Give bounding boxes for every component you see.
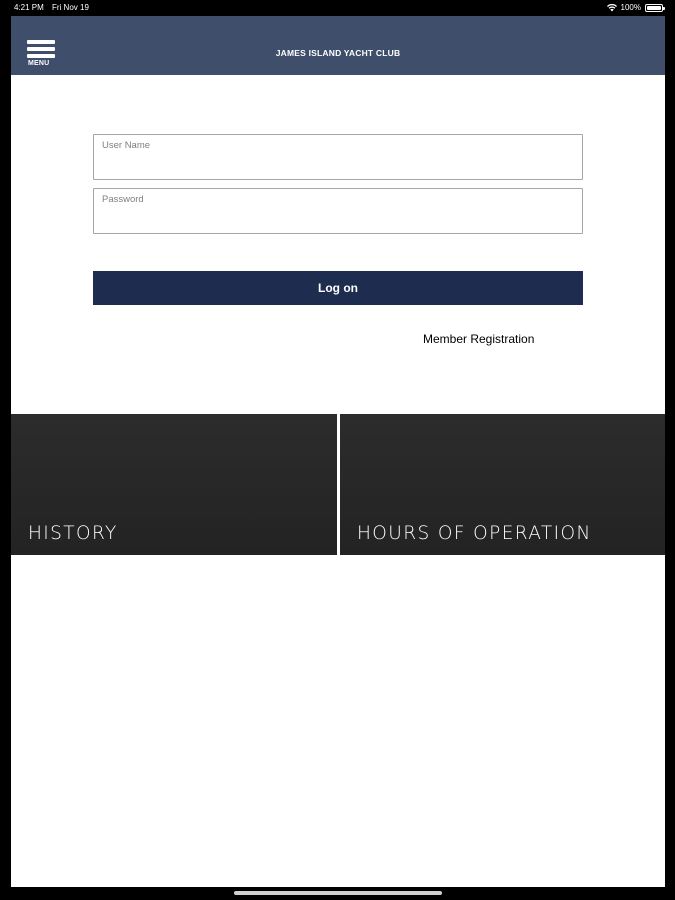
status-time: 4:21 PM: [14, 3, 44, 12]
home-indicator[interactable]: [234, 891, 442, 895]
menu-label: MENU: [28, 60, 50, 67]
password-label: Password: [102, 194, 144, 205]
password-input[interactable]: [94, 189, 582, 233]
history-tile[interactable]: [11, 414, 337, 555]
logon-button[interactable]: Log on: [93, 271, 583, 305]
hours-of-operation-tile[interactable]: [340, 414, 665, 555]
hours-tile-label: HOURS OF OPERATION: [357, 523, 592, 544]
member-registration-link[interactable]: Member Registration: [423, 332, 535, 346]
username-field[interactable]: [93, 134, 583, 180]
battery-percent: 100%: [620, 3, 641, 12]
page-title: JAMES ISLAND YACHT CLUB: [275, 48, 401, 58]
history-tile-label: HISTORY: [28, 523, 118, 544]
status-bar: [0, 0, 675, 16]
app-window: [11, 16, 665, 887]
app-header: [11, 16, 665, 75]
username-input[interactable]: [94, 135, 582, 179]
wifi-icon: [607, 4, 617, 12]
username-label: User Name: [102, 140, 151, 151]
password-field[interactable]: [93, 188, 583, 234]
status-indicators: [607, 3, 663, 12]
status-date: Fri Nov 19: [52, 3, 89, 12]
battery-icon: [645, 4, 663, 12]
